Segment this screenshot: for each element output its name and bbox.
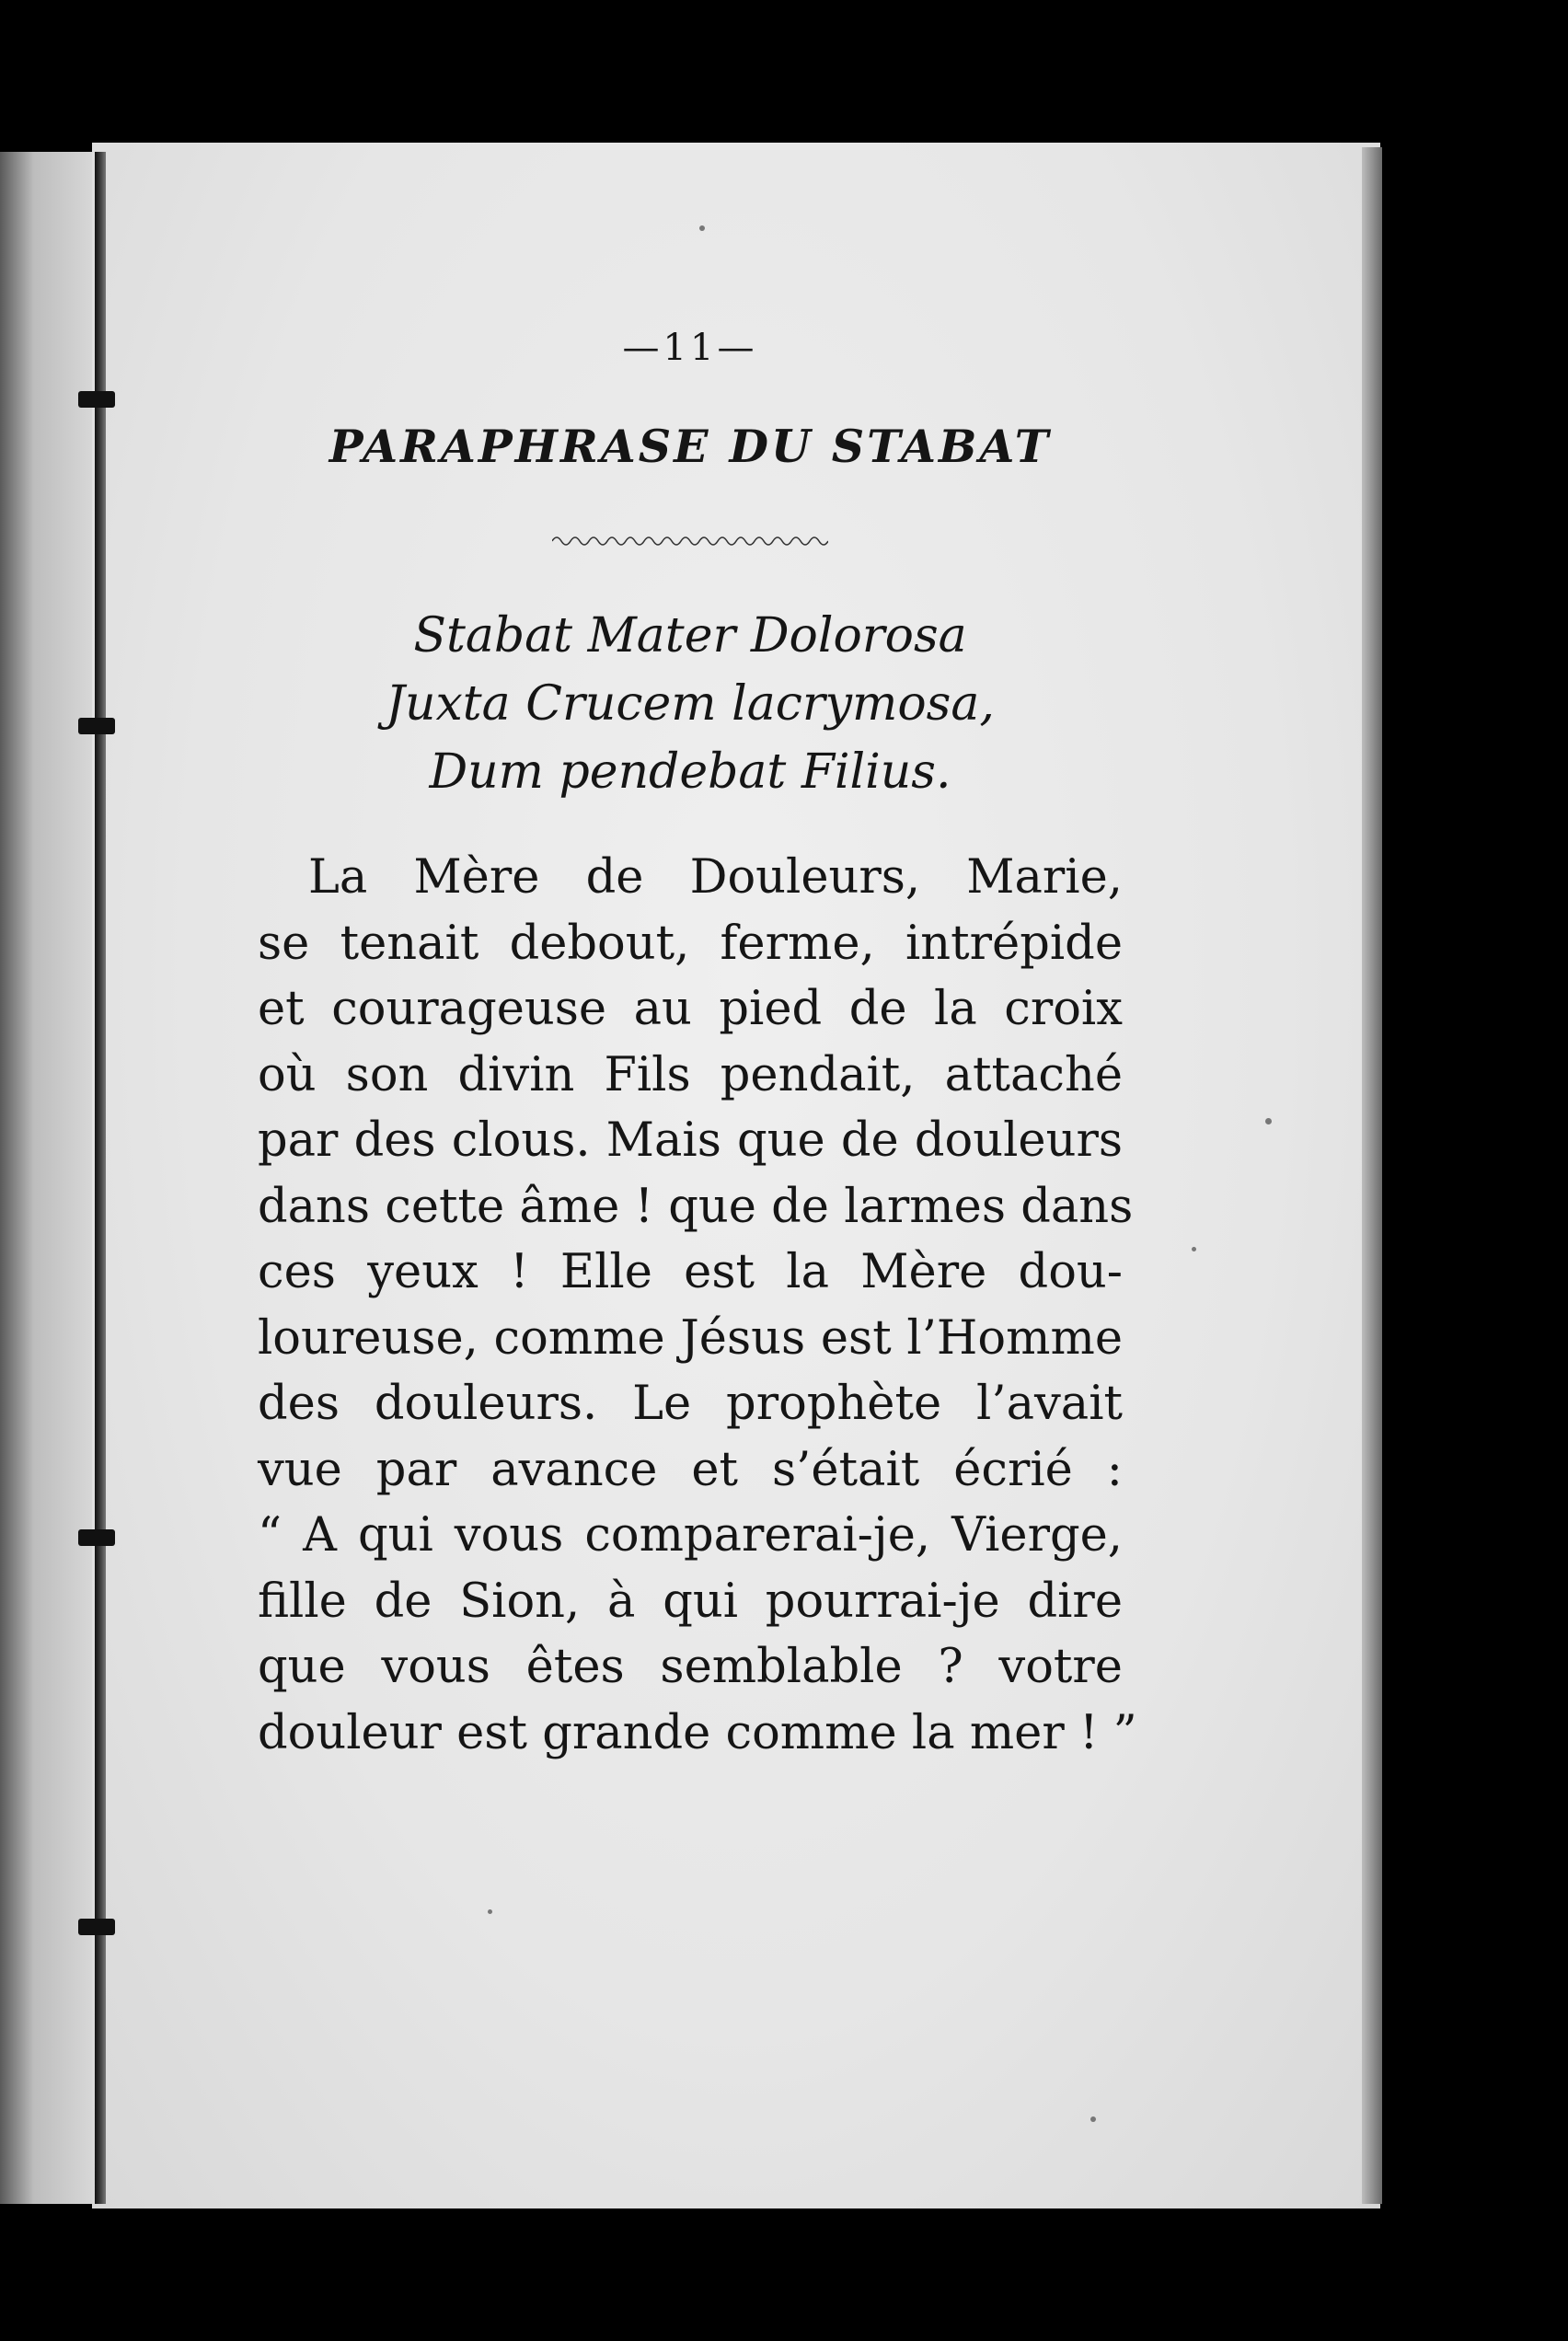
page-content <box>258 327 1137 1766</box>
paragraph-line: fille de Sion, à qui pourrai-je dire <box>258 1574 1123 1629</box>
binding-stitch <box>78 1529 115 1546</box>
verse-line: Dum pendebat Filius. <box>429 744 951 800</box>
left-facing-page-edge <box>0 152 97 2204</box>
body-paragraph <box>258 845 1137 1766</box>
paragraph-line: La Mère de Douleurs, Marie, <box>308 850 1123 905</box>
paper-speck <box>699 225 705 231</box>
paragraph-line: “ A qui vous comparerai-je, Vierge, <box>258 1508 1123 1563</box>
paragraph-line: dans cette âme ! que de larmes dans <box>258 1179 1134 1234</box>
page-number: —11— <box>622 327 758 369</box>
paragraph-line: par des clous. Mais que de douleurs <box>258 1113 1123 1168</box>
paragraph-line: vue par avance et s’était écrié : <box>258 1442 1123 1497</box>
verse-line: Stabat Mater Dolorosa <box>413 608 967 663</box>
paragraph-line: et courageuse au pied de la croix <box>258 982 1123 1036</box>
paper-speck <box>488 1909 492 1914</box>
latin-verse <box>258 602 1123 806</box>
paragraph-line: des douleurs. Le prophète l’avait <box>258 1377 1123 1431</box>
paragraph-line: douleur est grande comme la mer ! ” <box>258 1705 1137 1760</box>
paper-speck <box>1090 2116 1096 2122</box>
page-title: PARAPHRASE DU STABAT <box>329 420 1052 473</box>
book-binding-gutter <box>95 152 106 2204</box>
binding-stitch <box>78 718 115 734</box>
paper-speck <box>1265 1118 1272 1124</box>
paragraph-line: se tenait debout, ferme, intrépide <box>258 916 1123 971</box>
paragraph-line: que vous êtes semblable ? votre <box>258 1640 1123 1694</box>
paragraph-line: où son divin Fils pendait, attaché <box>258 1047 1123 1102</box>
page-right-edge <box>1362 147 1382 2204</box>
paper-speck <box>1192 1247 1196 1251</box>
paragraph-line: ces yeux ! Elle est la Mère dou- <box>258 1245 1123 1299</box>
paragraph-line: loureuse, comme Jésus est l’Homme <box>258 1310 1123 1366</box>
verse-line: Juxta Crucem lacrymosa, <box>386 676 995 732</box>
binding-stitch <box>78 1919 115 1935</box>
wavy-rule-ornament <box>552 528 828 547</box>
binding-stitch <box>78 391 115 408</box>
